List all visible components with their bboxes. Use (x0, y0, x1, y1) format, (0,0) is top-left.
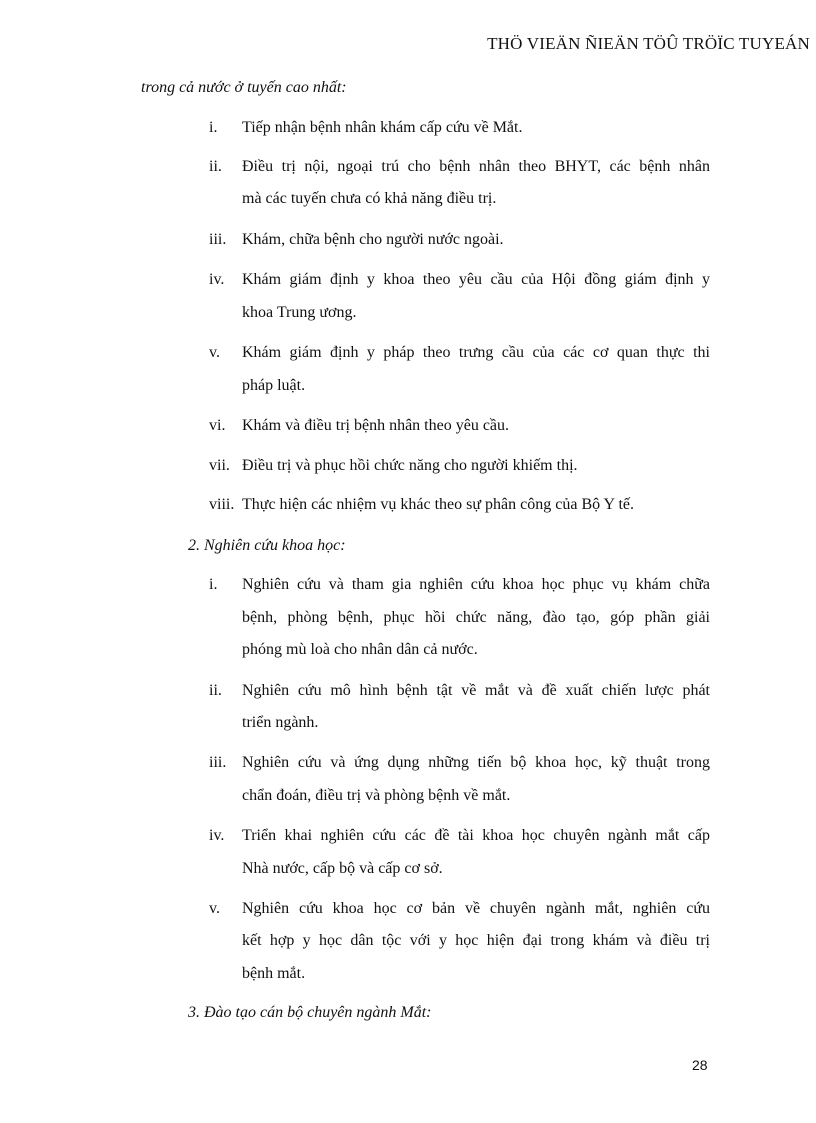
item-number: i. (209, 119, 218, 136)
item-number: v. (209, 900, 220, 917)
item-text: kết hợp y học dân tộc với y học hiện đại trong khám và điều trị (242, 932, 710, 949)
item-text: Khám và điều trị bệnh nhân theo yêu cầu. (242, 417, 510, 434)
item-number: vi. (209, 417, 226, 434)
item-text: chẩn đoán, điều trị và phòng bệnh về mắt. (242, 787, 511, 804)
item-number: v. (209, 344, 220, 361)
item-number: viii. (209, 496, 235, 513)
item-text: Tiếp nhận bệnh nhân khám cấp cứu về Mắt. (242, 119, 523, 136)
item-text: mà các tuyến chưa có khả năng điều trị. (242, 190, 497, 207)
item-text: Nghiên cứu khoa học cơ bản về chuyên ngành mắt, nghiên cứu (242, 900, 710, 917)
item-number: iv. (209, 271, 225, 288)
item-text: Nhà nước, cấp bộ và cấp cơ sở. (242, 860, 443, 877)
item-text: Khám, chữa bệnh cho người nước ngoài. (242, 231, 504, 248)
item-text: khoa Trung ương. (242, 304, 357, 321)
page-number: 28 (692, 1057, 708, 1073)
item-number: iii. (209, 231, 227, 248)
item-text: Triển khai nghiên cứu các đề tài khoa học chuyên ngành mắt cấp (242, 827, 710, 844)
item-text: bệnh mắt. (242, 965, 306, 982)
item-text: triển ngành. (242, 714, 319, 731)
item-text: Nghiên cứu mô hình bệnh tật về mắt và đề xuất chiến lược phát (242, 682, 710, 699)
item-number: vii. (209, 457, 230, 474)
intro-line: trong cả nước ở tuyến cao nhất: (141, 79, 347, 96)
item-text: phóng mù loà cho nhân dân cả nước. (242, 641, 478, 658)
section-heading: 2. Nghiên cứu khoa học: (188, 537, 346, 554)
item-text: Nghiên cứu và tham gia nghiên cứu khoa học phục vụ khám chữa (242, 576, 710, 593)
item-number: ii. (209, 682, 222, 699)
item-text: Nghiên cứu và ứng dụng những tiến bộ khoa học, kỹ thuật trong (242, 754, 710, 771)
item-text: Khám giám định y pháp theo trưng cầu của các cơ quan thực thi (242, 344, 710, 361)
item-number: i. (209, 576, 218, 593)
item-number: iii. (209, 754, 227, 771)
item-text: pháp luật. (242, 377, 306, 394)
item-number: ii. (209, 158, 222, 175)
section-heading: 3. Đào tạo cán bộ chuyên ngành Mắt: (188, 1004, 432, 1021)
item-text: bệnh, phòng bệnh, phục hồi chức năng, đào tạo, góp phần giải (242, 609, 710, 626)
item-number: iv. (209, 827, 225, 844)
item-text: Điều trị và phục hồi chức năng cho người khiếm thị. (242, 457, 578, 474)
page-header: THÖ VIEÄN ÑIEÄN TÖÛ TRÖÏC TUYEÁN (487, 34, 810, 53)
item-text: Điều trị nội, ngoại trú cho bệnh nhân theo BHYT, các bệnh nhân (242, 158, 710, 175)
item-text: Khám giám định y khoa theo yêu cầu của Hội đồng giám định y (242, 271, 710, 288)
item-text: Thực hiện các nhiệm vụ khác theo sự phân công của Bộ Y tế. (242, 496, 635, 513)
